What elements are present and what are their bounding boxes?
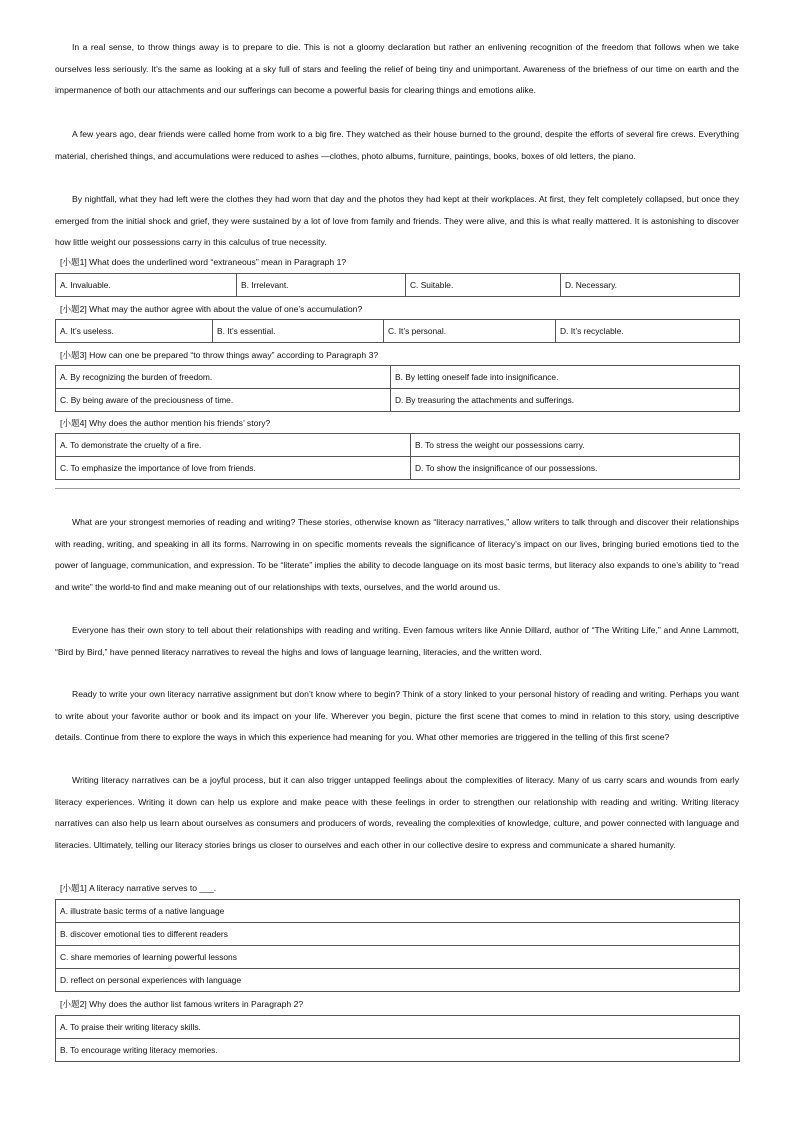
passage2-paragraph-4: Writing literacy narratives can be a joyful process, but it can also trigger untapped feelings about the complexities of literacy. Many of us carry scars and wounds from early literacy experiences. Writing it down can help us explore and make peace with these feelings in order to strengthen our relationship with reading and writing. Writing literacy narratives can also help us learn about ourselves as consumers and producers of words, revealing the complexities of knowledge, culture, and power connected with language and literacies. Ultimately, telling our literacy stories brings us closer to ourselves and each other in our collective desire to express and communicate a shared humanity. [55,775,739,850]
option-d[interactable]: D. Necessary. [561,274,740,297]
option-c[interactable]: C. It’s personal. [384,320,556,343]
option-a[interactable]: A. By recognizing the burden of freedom. [56,366,391,389]
passage1-paragraph-3: By nightfall, what they had left were the clothes they had worn that day and the photos they had kept at their workplaces. At first, they felt completely collapsed, but once they emerged from the initial shock and grief, they were sustained by a lot of love from family and friends. They were alive, and this is what really mattered. It is astonishing to discover how little weight our possessions carry in this calculus of true necessity. [55,194,739,248]
passage1-paragraph-2: A few years ago, dear friends were called home from work to a big fire. They watched as their house burned to the ground, despite the efforts of several fire crews. Everything material, cherished things, and accumulations were reduced to ashes —clothes, photo albums, furniture, paintings, books, boxes of old letters, the piano. [55,129,739,161]
question-stem: [小题1] What does the underlined word “extraneous” mean in Paragraph 1? [60,257,347,267]
option-b[interactable]: B. To encourage writing literacy memories. [56,1039,740,1062]
option-a[interactable]: A. To demonstrate the cruelty of a fire. [56,434,411,457]
option-b[interactable]: B. Irrelevant. [237,274,406,297]
question-stem: [小题4] Why does the author mention his friends’ story? [60,418,271,428]
options-table [55,273,740,297]
options-table [55,365,740,412]
options-table [55,319,740,343]
question-stem: [小题2] What may the author agree with about the value of one’s accumulation? [60,304,363,314]
section-divider [55,488,740,489]
option-a[interactable]: A. It’s useless. [56,320,213,343]
passage2-paragraph-2: Everyone has their own story to tell about their relationships with reading and writing. Even famous writers like Annie Dillard, author of “The Writing Life,” and Anne Lammott, “Bird by Bird,” have penned literacy narratives to reveal the highs and lows of language learning, literacies, and the written word. [55,625,739,657]
option-c[interactable]: C. To emphasize the importance of love from friends. [56,457,411,480]
option-d[interactable]: D. To show the insignificance of our possessions. [411,457,740,480]
question-stem: [小题1] A literacy narrative serves to ___. [60,883,217,893]
option-c[interactable]: C. Suitable. [406,274,561,297]
option-b[interactable]: B. discover emotional ties to different readers [56,923,740,946]
option-d[interactable]: D. reflect on personal experiences with language [56,969,740,992]
option-b[interactable]: B. To stress the weight our possessions carry. [411,434,740,457]
passage2-paragraph-1: What are your strongest memories of reading and writing? These stories, otherwise known as “literacy narratives,” allow writers to talk through and discover their relationships with reading, writing, and speaking in all its forms. Narrowing in on specific moments reveals the significance of literacy’s impact on our lives, bringing buried emotions tied to the power of language, communication, and expression. To be “literate” implies the ability to decode language on its most basic terms, but literacy also expands to one’s ability to “read and write” the world-to find and make meaning out of our relationships with texts, ourselves, and the world around us. [55,517,739,592]
option-b[interactable]: B. By letting oneself fade into insignificance. [391,366,740,389]
option-c[interactable]: C. share memories of learning powerful lessons [56,946,740,969]
options-table [55,1015,740,1062]
options-table [55,433,740,480]
options-table [55,899,740,992]
option-a[interactable]: A. To praise their writing literacy skills. [56,1016,740,1039]
question-stem: [小题3] How can one be prepared “to throw things away” according to Paragraph 3? [60,350,379,360]
option-d[interactable]: D. By treasuring the attachments and sufferings. [391,389,740,412]
passage2-paragraph-3: Ready to write your own literacy narrative assignment but don’t know where to begin? Think of a story linked to your personal history of reading and writing. Perhaps you want to write about your favorite author or book and its impact on your life. Wherever you begin, picture the first scene that comes to mind in relation to this story, using descriptive details. Continue from there to explore the ways in which this experience had meaning for you. What other memories are triggered in the telling of this first scene? [55,689,739,743]
option-a[interactable]: A. illustrate basic terms of a native language [56,900,740,923]
question-stem: [小题2] Why does the author list famous writers in Paragraph 2? [60,999,304,1009]
option-c[interactable]: C. By being aware of the preciousness of time. [56,389,391,412]
passage1-paragraph-1: In a real sense, to throw things away is to prepare to die. This is not a gloomy declaration but rather an enlivening recognition of the freedom that follows when we take ourselves less seriously. It’s the same as looking at a sky full of stars and feeling the relief of being tiny and unimportant. Awareness of the briefness of our time on earth and the impermanence of both our attachments and our sufferings can become a powerful basis for clearing things and emotions alike. [55,42,739,96]
option-a[interactable]: A. Invaluable. [56,274,237,297]
option-d[interactable]: D. It’s recyclable. [556,320,740,343]
option-b[interactable]: B. It’s essential. [213,320,384,343]
